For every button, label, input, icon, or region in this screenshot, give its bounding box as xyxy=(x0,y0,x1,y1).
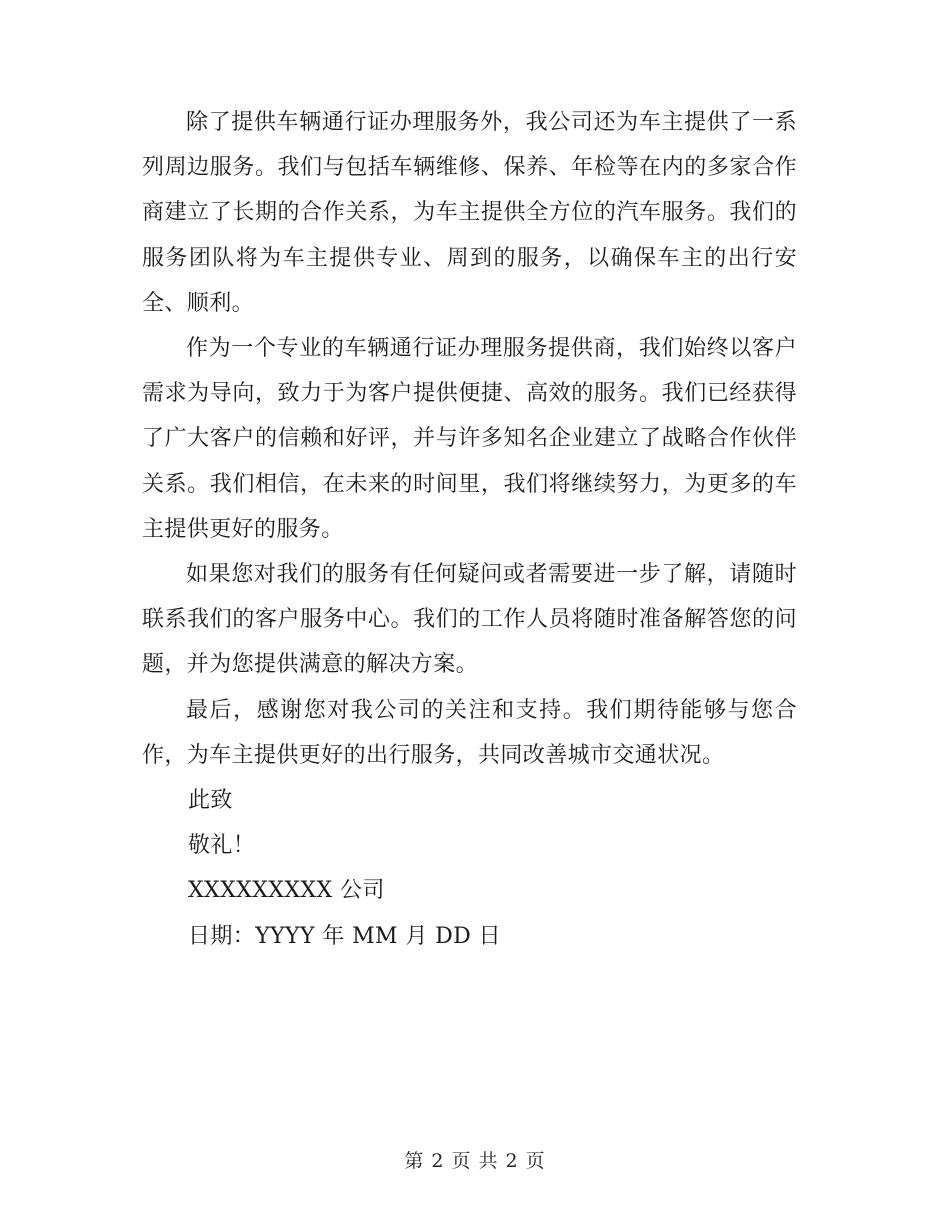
page-number-footer: 第 2 页 共 2 页 xyxy=(404,1150,546,1172)
paragraph-thanks: 最后，感谢您对我公司的关注和支持。我们期待能够与您合作，为车主提供更好的出行服务，共同改善城市交通状况。 xyxy=(142,697,797,768)
closing-salutation: 此致 xyxy=(188,788,233,814)
paragraph-company-profile: 作为一个专业的车辆通行证办理服务提供商，我们始终以客户需求为导向，致力于为客户提供便捷、高效的服务。我们已经获得了广大客户的信赖和好评，并与许多知名企业建立了战略合作伙伴关系。我们相信，在未来的时间里，我们将继续努力，为更多的车主提供更好的服务。 xyxy=(142,336,797,542)
signature-company: XXXXXXXXX 公司 xyxy=(188,878,385,904)
paragraph-contact-info: 如果您对我们的服务有任何疑问或者需要进一步了解，请随时联系我们的客户服务中心。我们的工作人员将随时准备解答您的问题，并为您提供满意的解决方案。 xyxy=(142,562,797,678)
document-body xyxy=(142,100,797,959)
closing-respect: 敬礼！ xyxy=(188,833,256,859)
paragraph-peripheral-services: 除了提供车辆通行证办理服务外，我公司还为车主提供了一系列周边服务。我们与包括车辆维修、保养、年检等在内的多家合作商建立了长期的合作关系，为车主提供全方位的汽车服务。我们的服务团队将为车主提供专业、周到的服务，以确保车主的出行安全、顺利。 xyxy=(142,110,797,316)
signature-date: 日期：YYYY 年 MM 月 DD 日 xyxy=(188,923,501,949)
